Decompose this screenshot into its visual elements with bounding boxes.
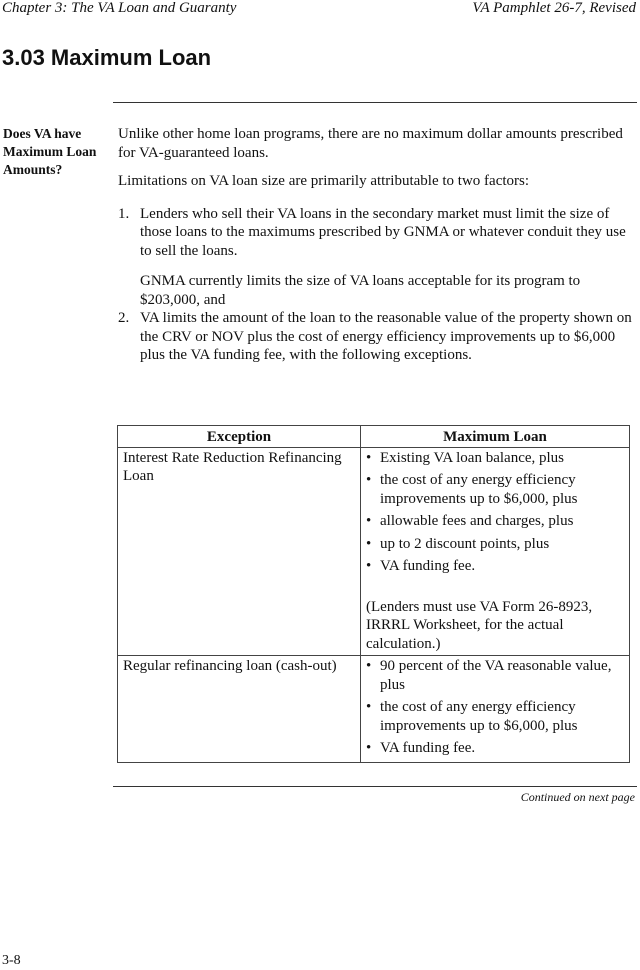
exceptions-table <box>117 425 630 763</box>
list-number: 2. <box>118 310 130 326</box>
paragraph: Unlike other home loan programs, there are no maximum dollar amounts prescribed for VA-guaranteed loans. <box>118 126 623 161</box>
pamphlet-header: VA Pamphlet 26-7, Revised <box>472 0 636 16</box>
bullet-item: • 90 percent of the VA reasonable value, plus <box>366 658 612 693</box>
side-label: Does VA have Maximum Loan Amounts? <box>3 126 97 177</box>
bullet-item: • the cost of any energy efficiency improvements up to $6,000, plus <box>366 699 578 734</box>
list-item <box>118 205 633 261</box>
bullet-item: • VA funding fee. <box>366 558 476 574</box>
list-item <box>118 309 633 365</box>
irrrl-note: (Lenders must use VA Form 26-8923, IRRRL Worksheet, for the actual calculation.) <box>366 598 593 652</box>
table-header-row <box>118 426 630 448</box>
paragraph: Limitations on VA loan size are primarily attributable to two factors: <box>118 173 530 189</box>
section-title: 3.03 Maximum Loan <box>2 45 212 70</box>
exception-cell: Regular refinancing loan (cash-out) <box>118 656 361 763</box>
list-text: VA limits the amount of the loan to the reasonable value of the property shown on the CRV or NOV plus the cost of energy efficiency improvements up to $6,000 plus the VA funding fee, with the following exceptions. <box>140 310 632 363</box>
max-loan-cell <box>361 447 630 656</box>
page-number: 3-8 <box>2 953 21 968</box>
continued-note: Continued on next page <box>520 790 635 804</box>
chapter-header: Chapter 3: The VA Loan and Guaranty <box>2 0 237 16</box>
bullet-item: • the cost of any energy efficiency improvements up to $6,000, plus <box>366 472 578 507</box>
exception-cell: Interest Rate Reduction Refinancing Loan <box>118 447 361 656</box>
bullet-item: • allowable fees and charges, plus <box>366 513 574 529</box>
table-row <box>118 447 630 656</box>
list-text: Lenders who sell their VA loans in the secondary market must limit the size of those loans to the maximums prescribed by GNMA or whatever conduit they use to sell the loans. <box>140 205 626 259</box>
column-header: Maximum Loan <box>361 426 630 448</box>
bullet-item: • Existing VA loan balance, plus <box>366 449 565 466</box>
table-row <box>118 656 630 763</box>
bullet-item: • up to 2 discount points, plus <box>366 535 550 552</box>
column-header: Exception <box>118 426 361 448</box>
body-text <box>118 125 633 375</box>
bullet-item: • VA funding fee. <box>366 740 476 756</box>
max-loan-cell <box>361 656 630 763</box>
section-divider <box>113 102 637 103</box>
footer-divider <box>113 786 637 787</box>
list-number: 1. <box>118 205 130 222</box>
gnma-paragraph: GNMA currently limits the size of VA loans acceptable for its program to $203,000, and <box>140 273 581 308</box>
